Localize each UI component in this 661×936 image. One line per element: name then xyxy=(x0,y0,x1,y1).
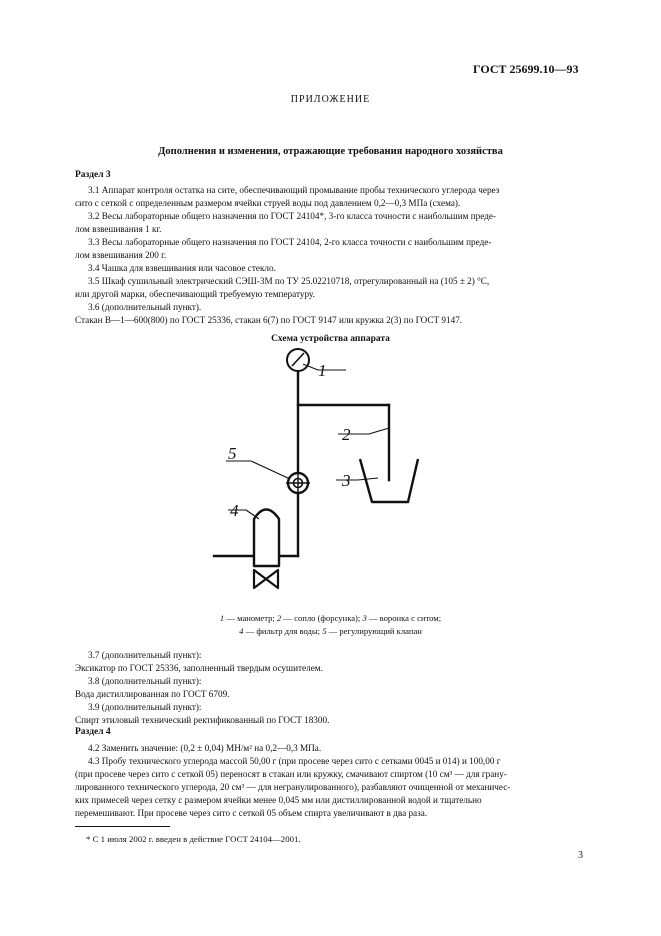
label-2: 2 xyxy=(342,425,351,444)
s4-line-6: перемешивают. При просеве через сито с сеткой 05 объем спирта увеличивают в два раза. xyxy=(75,808,428,818)
appendix-label: ПРИЛОЖЕНИЕ xyxy=(290,94,371,105)
label-1: 1 xyxy=(318,361,327,380)
s3b-line-3: 3.8 (дополнительный пункт): xyxy=(88,676,202,686)
document-title: Дополнения и изменения, отражающие требования народного хозяйства xyxy=(158,146,503,157)
s3-line-1: 3.1 Аппарат контроля остатка на сите, обеспечивающий промывание пробы технического углерода через xyxy=(88,185,500,195)
s3-line-6: лом взвешивания 200 г. xyxy=(75,250,167,260)
label-3: 3 xyxy=(342,471,351,490)
caption-num-5: 5 xyxy=(322,626,327,636)
schema-caption-line-1 xyxy=(0,612,661,625)
caption-text-1: — манометр; xyxy=(224,613,277,623)
s3b-line-1: 3.7 (дополнительный пункт): xyxy=(88,650,202,660)
s3-line-9: или другой марки, обеспечивающий требуемую температуру. xyxy=(75,289,315,299)
label-4: 4 xyxy=(230,501,239,520)
s3-line-10: 3.6 (дополнительный пункт). xyxy=(88,302,202,312)
s3-line-2: сито с сеткой с определенным размером ячейки струей воды под давлением 0,2—0,3 МПа (схема). xyxy=(75,198,461,208)
s4-line-4: лированного технического углерода, 20 см³ — для негранулированного), разбавляют очищенной от механичес- xyxy=(75,782,511,792)
s3-line-7: 3.4 Чашка для взвешивания или часовое стекло. xyxy=(88,263,276,273)
caption-num-2: 2 xyxy=(276,613,282,623)
s4-line-1: 4.2 Заменить значение: (0,2 ± 0,04) МН/м² на 0,2—0,3 МПа. xyxy=(88,743,322,753)
s3b-line-4: Вода дистиллированная по ГОСТ 6709. xyxy=(75,689,230,699)
schema-title: Схема устройства аппарата xyxy=(271,334,390,344)
s3-line-3: 3.2 Весы лабораторные общего назначения по ГОСТ 24104*, 3-го класса точности с наибольшим преде- xyxy=(88,211,497,221)
standard-number: ГОСТ 25699.10—93 xyxy=(473,62,579,76)
section-3-heading: Раздел 3 xyxy=(75,170,111,180)
caption-text-4: — фильтр для воды; xyxy=(243,626,323,636)
s3b-line-2: Эксикатор по ГОСТ 25336, заполненный твердым осушителем. xyxy=(75,663,323,673)
caption-num-4: 4 xyxy=(239,626,244,636)
caption-text-2: — сопло (форсунка); xyxy=(281,613,363,623)
caption-num-3: 3 xyxy=(362,613,367,623)
s3-line-4: лом взвешивания 1 кг. xyxy=(75,224,162,234)
caption-text-3: — воронка с ситом; xyxy=(366,613,442,623)
footnote-rule xyxy=(75,826,170,827)
footnote: * С 1 июля 2002 г. введен в действие ГОСТ 24104—2001. xyxy=(86,834,301,844)
s3-line-5: 3.3 Весы лабораторные общего назначения по ГОСТ 24104, 2-го класса точности с наибольшим преде- xyxy=(88,237,492,247)
schema-caption-line-2 xyxy=(0,625,661,638)
s4-line-3: (при просеве через сито с сеткой 05) переносят в стакан или кружку, смачивают спиртом (10 см³ — для грану- xyxy=(75,769,507,779)
label-5: 5 xyxy=(228,444,237,463)
shutoff-icon xyxy=(254,570,278,588)
caption-text-5: — регулирующий клапан xyxy=(326,626,422,636)
page-number: 3 xyxy=(578,850,583,861)
section-4-heading: Раздел 4 xyxy=(75,727,111,737)
s3-line-11: Стакан В—1—600(800) по ГОСТ 25336, стакан 6(7) по ГОСТ 9147 или кружка 2(3) по ГОСТ 9147. xyxy=(75,315,463,325)
s3-line-8: 3.5 Шкаф сушильный электрический СЭШ-3М по ТУ 25.02210718, отрегулированный на (105 ± 2) °С, xyxy=(88,276,490,286)
s3b-line-5: 3.9 (дополнительный пункт): xyxy=(88,702,202,712)
valve-icon xyxy=(286,471,310,495)
s4-line-5: ких примесей через сетку с размером ячейки менее 0,045 мм или дистиллированной водой и тщательно xyxy=(75,795,482,805)
s3b-line-6: Спирт этиловый технический ректификованный по ГОСТ 18300. xyxy=(75,715,330,725)
caption-num-1: 1 xyxy=(219,613,225,623)
manometer-icon xyxy=(287,349,309,371)
s4-line-2: 4.3 Пробу технического углерода массой 50,00 г (при просеве через сито с сетками 0045 и 014) и 100,00 г xyxy=(88,756,501,766)
